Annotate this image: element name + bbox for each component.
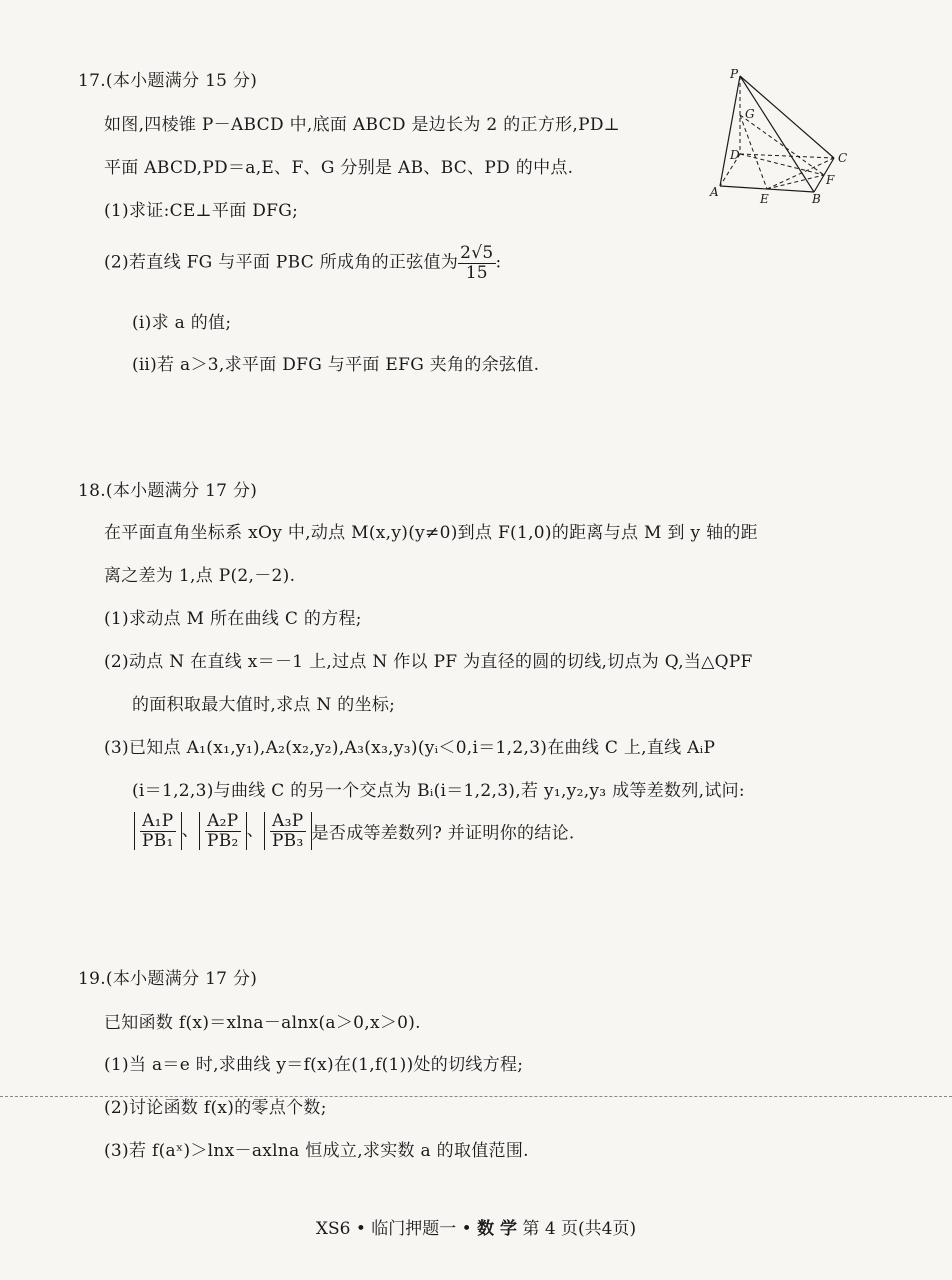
ratio-2-fraction	[205, 812, 241, 850]
separator: 、	[181, 820, 199, 841]
q18-part1: (1)求动点 M 所在曲线 C 的方程;	[104, 609, 362, 629]
segment-GE	[740, 115, 767, 189]
separator: 、	[246, 820, 264, 841]
q17-part2	[104, 244, 502, 282]
abs-ratio-3	[264, 812, 312, 850]
fraction-denominator: 15	[465, 262, 488, 283]
footer-code: XS6 • 临门押题一 •	[315, 1219, 478, 1239]
ratio-3-numerator: A₃P	[270, 812, 306, 832]
label-C: C	[838, 151, 848, 165]
q17-part2-ii: (ⅱ)若 a＞3,求平面 DFG 与平面 EFG 夹角的余弦值.	[132, 355, 540, 375]
q19-line1: 已知函数 f(x)＝xlna－alnx(a＞0,x＞0).	[104, 1013, 421, 1033]
footer-subject: 数 学	[477, 1219, 518, 1239]
q18-part3-question: 是否成等差数列? 并证明你的结论.	[311, 823, 575, 844]
label-E: E	[760, 192, 769, 206]
abs-ratio-1	[134, 812, 182, 850]
q19-part1: (1)当 a＝e 时,求曲线 y＝f(x)在(1,f(1))处的切线方程;	[104, 1055, 524, 1075]
ratio-1-fraction	[140, 812, 176, 850]
ratio-3-fraction	[270, 812, 306, 850]
q18-heading: 18.(本小题满分 17 分)	[78, 481, 258, 501]
fraction-numerator: 2√5	[460, 243, 494, 263]
segment-EF	[767, 175, 824, 189]
edge-PB	[740, 76, 814, 192]
q18-line2: 离之差为 1,点 P(2,－2).	[104, 566, 296, 586]
q18-part3-line2: (i＝1,2,3)与曲线 C 的另一个交点为 Bᵢ(i＝1,2,3),若 y₁,y₂,y₃ 成等差数列,试问:	[132, 781, 745, 801]
label-F: F	[826, 173, 835, 187]
label-P: P	[730, 67, 739, 81]
pyramid-figure	[700, 62, 860, 207]
q17-line2: 平面 ABCD,PD＝a,E、F、G 分别是 AB、BC、PD 的中点.	[104, 158, 574, 178]
q17-heading: 17.(本小题满分 15 分)	[78, 71, 258, 91]
label-B: B	[812, 192, 821, 206]
q17-part2-text: (2)若直线 FG 与平面 PBC 所成角的正弦值为	[104, 252, 459, 273]
q17-part2-colon: :	[495, 252, 502, 273]
label-G: G	[745, 107, 755, 121]
q18-part3-line3	[134, 812, 575, 850]
ratio-1-denominator: PB₁	[142, 830, 174, 851]
label-A: A	[710, 185, 719, 199]
page-footer	[0, 1214, 952, 1239]
footer-page-number: 第 4 页(共4页)	[517, 1219, 637, 1239]
ratio-1-numerator: A₁P	[140, 812, 176, 832]
label-D: D	[730, 148, 740, 162]
q17-part1: (1)求证:CE⊥平面 DFG;	[104, 201, 299, 221]
sine-value-fraction	[458, 244, 495, 282]
q18-line1: 在平面直角坐标系 xOy 中,动点 M(x,y)(y≠0)到点 F(1,0)的距离与点 M 到 y 轴的距	[104, 523, 758, 543]
edge-PA	[720, 76, 740, 186]
segment-EC	[767, 158, 834, 189]
q19-part3: (3)若 f(aˣ)＞lnx－axlna 恒成立,求实数 a 的取值范围.	[104, 1141, 529, 1161]
ratio-3-denominator: PB₃	[271, 830, 304, 851]
q19-part2: (2)讨论函数 f(x)的零点个数;	[104, 1098, 327, 1118]
q18-part3-line1: (3)已知点 A₁(x₁,y₁),A₂(x₂,y₂),A₃(x₃,y₃)(yᵢ＜0,i＝1,2,3)在曲线 C 上,直线 AᵢP	[104, 738, 716, 758]
abs-ratio-2	[199, 812, 247, 850]
q17-part2-i: (ⅰ)求 a 的值;	[132, 313, 232, 333]
ratio-2-denominator: PB₂	[206, 830, 239, 851]
q19-heading: 19.(本小题满分 17 分)	[78, 969, 258, 989]
ratio-2-numerator: A₂P	[205, 812, 241, 832]
segment-GF	[740, 115, 824, 175]
q17-line1: 如图,四棱锥 P－ABCD 中,底面 ABCD 是边长为 2 的正方形,PD⊥	[104, 115, 621, 135]
q18-part2-line1: (2)动点 N 在直线 x＝－1 上,过点 N 作以 PF 为直径的圆的切线,切点为 Q,当△QPF	[104, 652, 753, 672]
q18-part2-line2: 的面积取最大值时,求点 N 的坐标;	[132, 695, 396, 715]
